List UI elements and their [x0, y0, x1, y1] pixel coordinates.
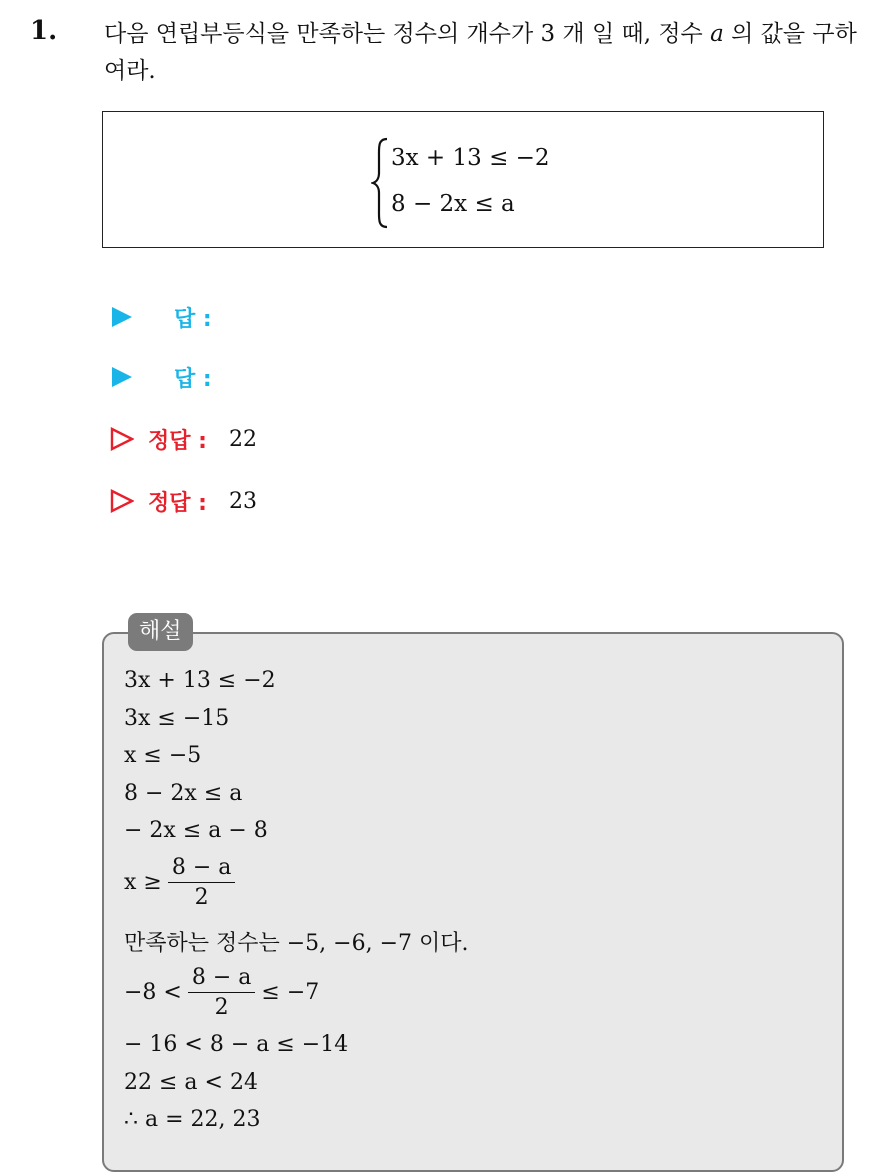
correct-answer-row-2: [110, 486, 257, 516]
inequality-1: 3x + 13 ≤ −2: [391, 145, 550, 171]
answer-label: 답 :: [174, 366, 212, 392]
solution-line-1: 3x + 13 ≤ −2: [124, 668, 276, 693]
question-text-part2: 의 값을 구하여라.: [104, 21, 857, 84]
answer-row-1: [110, 302, 234, 332]
solution-line-6-left: x ≥: [124, 870, 162, 895]
question-text: [104, 16, 874, 90]
play-triangle-icon: [110, 305, 134, 329]
inequality-system-box: [102, 111, 824, 248]
solution-line-11: ∴ a = 22, 23: [124, 1107, 261, 1132]
fraction-denominator: 2: [214, 995, 229, 1020]
correct-answer-value: 23: [228, 488, 257, 514]
solution-line-2: 3x ≤ −15: [124, 706, 230, 731]
fraction-numerator: 8 − a: [168, 855, 236, 883]
answer-label: 답 :: [174, 306, 212, 332]
question-variable: a: [710, 21, 724, 47]
fraction: [188, 965, 256, 1020]
question-number: 1.: [30, 16, 58, 46]
outline-triangle-icon: [110, 427, 134, 451]
correct-answer-row-1: [110, 424, 257, 454]
correct-answer-value: 22: [228, 426, 257, 452]
solution-line-5: − 2x ≤ a − 8: [124, 818, 268, 843]
solution-line-7: 만족하는 정수는 −5, −6, −7 이다.: [124, 931, 469, 956]
solution-line-4: 8 − 2x ≤ a: [124, 781, 243, 806]
correct-answer-label: 정답 :: [148, 428, 207, 454]
solution-line-8-left: −8 <: [124, 980, 182, 1005]
solution-line-3: x ≤ −5: [124, 743, 202, 768]
solution-line-6: [124, 855, 241, 910]
solution-line-10: 22 ≤ a < 24: [124, 1070, 258, 1095]
fraction-numerator: 8 − a: [188, 965, 256, 993]
solution-line-9: − 16 < 8 − a ≤ −14: [124, 1032, 349, 1057]
left-brace-icon: [371, 137, 391, 229]
fraction: [168, 855, 236, 910]
outline-triangle-icon: [110, 489, 134, 513]
solution-tag: 해설: [128, 613, 193, 651]
question-text-part1: 다음 연립부등식을 만족하는 정수의 개수가 3 개 일 때, 정수: [104, 21, 711, 47]
fraction-denominator: 2: [194, 885, 209, 910]
solution-line-8-right: ≤ −7: [261, 980, 320, 1005]
inequality-2: 8 − 2x ≤ a: [391, 191, 515, 217]
answer-row-2: [110, 362, 234, 392]
solution-line-8: [124, 965, 319, 1020]
play-triangle-icon: [110, 365, 134, 389]
correct-answer-label: 정답 :: [148, 490, 207, 516]
